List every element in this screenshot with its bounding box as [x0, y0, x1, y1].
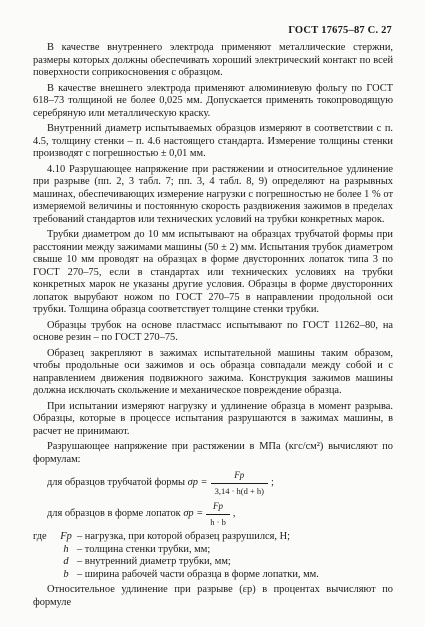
definition-text: – нагрузка, при которой образец разрушился, Н;: [77, 531, 290, 542]
where-label: где: [33, 531, 47, 542]
formula-tubular: [47, 469, 393, 497]
formula-label: для образцов трубчатой формы: [47, 476, 186, 488]
formula-numerator: Fp: [213, 501, 224, 511]
formula-lhs: σp =: [183, 507, 204, 519]
page-header: ГОСТ 17675–87 С. 27: [288, 25, 392, 36]
paragraph: Образец закрепляют в зажимах испытательной машины таким образом, чтобы продольные оси зажимов и ось образца совпадали между собой и с направлением движения подвижного зажима. Конструкция зажимов машины должна исключать скольжение и механическое повреждение образца.: [33, 347, 393, 396]
definitions-list: [33, 531, 393, 581]
paragraph: Внутренний диаметр испытываемых образцов измеряют в соответствии с п. 4.5, толщину стенки – п. 4.6 настоящего стандарта. Измерение толщины стенки производят с погрешностью ± 0,01 мм.: [33, 123, 393, 159]
definition-symbol: Fp: [60, 531, 72, 542]
definition-symbol: d: [63, 556, 69, 567]
formula-fraction: [206, 500, 230, 528]
definition-text: – ширина рабочей части образца в форме лопатки, мм.: [77, 568, 319, 580]
formula-numerator: Fp: [234, 470, 245, 480]
paragraph: Образцы трубок на основе пластмасс испытывают по ГОСТ 11262–80, на основе резин – по ГОСТ 270–75.: [33, 319, 393, 343]
definition-text: – внутренний диаметр трубки, мм;: [77, 556, 231, 567]
formula-label: для образцов в форме лопаток: [47, 507, 181, 519]
definition-row: [33, 531, 393, 544]
paragraph: При испытании измеряют нагрузку и удлинение образца в момент разрыва. Образцы, которые в процессе испытания разрушаются в зажимах машины, в расчет не принимают.: [33, 400, 393, 437]
paragraph: В качестве внешнего электрода применяют алюминиевую фольгу по ГОСТ 618–73 толщиной не более 0,025 мм. Допускается применять токопроводящую серебряную или металлическую краску.: [33, 82, 393, 119]
definition-text: – толщина стенки трубки, мм;: [77, 543, 211, 555]
formula-lhs: σp =: [187, 476, 208, 488]
paragraph: В качестве внутреннего электрода применяют металлические стержни, размеры которых должны обеспечивать хороший электрический контакт по всей поверхности соприкосновения с образцом.: [33, 42, 393, 78]
definition-row: [33, 556, 393, 569]
paragraph: 4.10 Разрушающее напряжение при растяжении и относительное удлинение при разрыве (пп. 2, 3 табл. 7; пп. 3, 4 табл. 8, 9) определяют на разрывных машинах, обеспечивающих измерение нагрузки с погрешностью не более 1 % от измеряемой величины и постоянную скорость раздвижения зажимов в пределах требований стандартов или технических условий на трубки конкретных марок.: [33, 163, 393, 225]
formula-denominator: 3,14 · h(d + h): [211, 483, 268, 498]
definition-symbol: b: [63, 568, 69, 580]
formula-denominator: h · b: [206, 514, 230, 529]
definition-row: [33, 544, 393, 557]
formula-tail: ,: [232, 507, 236, 519]
paragraph: Разрушающее напряжение при растяжении в МПа (кгс/см²) вычисляют по формулам:: [33, 441, 393, 465]
formula-blade: [47, 500, 393, 528]
paragraph: Трубки диаметром до 10 мм испытывают на образцах трубчатой формы при расстоянии между зажимами машины (50 ± 2) мм. Испытания трубок диаметром свыше 10 мм проводят на образцах в форме двусторонних лопаток типа 3 по ГОСТ 270–75, если в стандартах или технических условиях на трубки конкретных марок не указаны другие условия. Образцы в форме двусторонних лопаток вырубают ножом по ГОСТ 270–75 в направлении продольной оси трубки. Толщина образца соответствует толщине стенки трубки.: [33, 229, 393, 315]
formula-tail: ;: [271, 476, 274, 488]
formula-fraction: [211, 469, 268, 497]
paragraph: Относительное удлинение при разрыве (εp) в процентах вычисляют по формуле: [33, 584, 393, 608]
definition-symbol: h: [63, 543, 69, 555]
definition-row: [33, 569, 393, 582]
document-body: [33, 42, 393, 609]
